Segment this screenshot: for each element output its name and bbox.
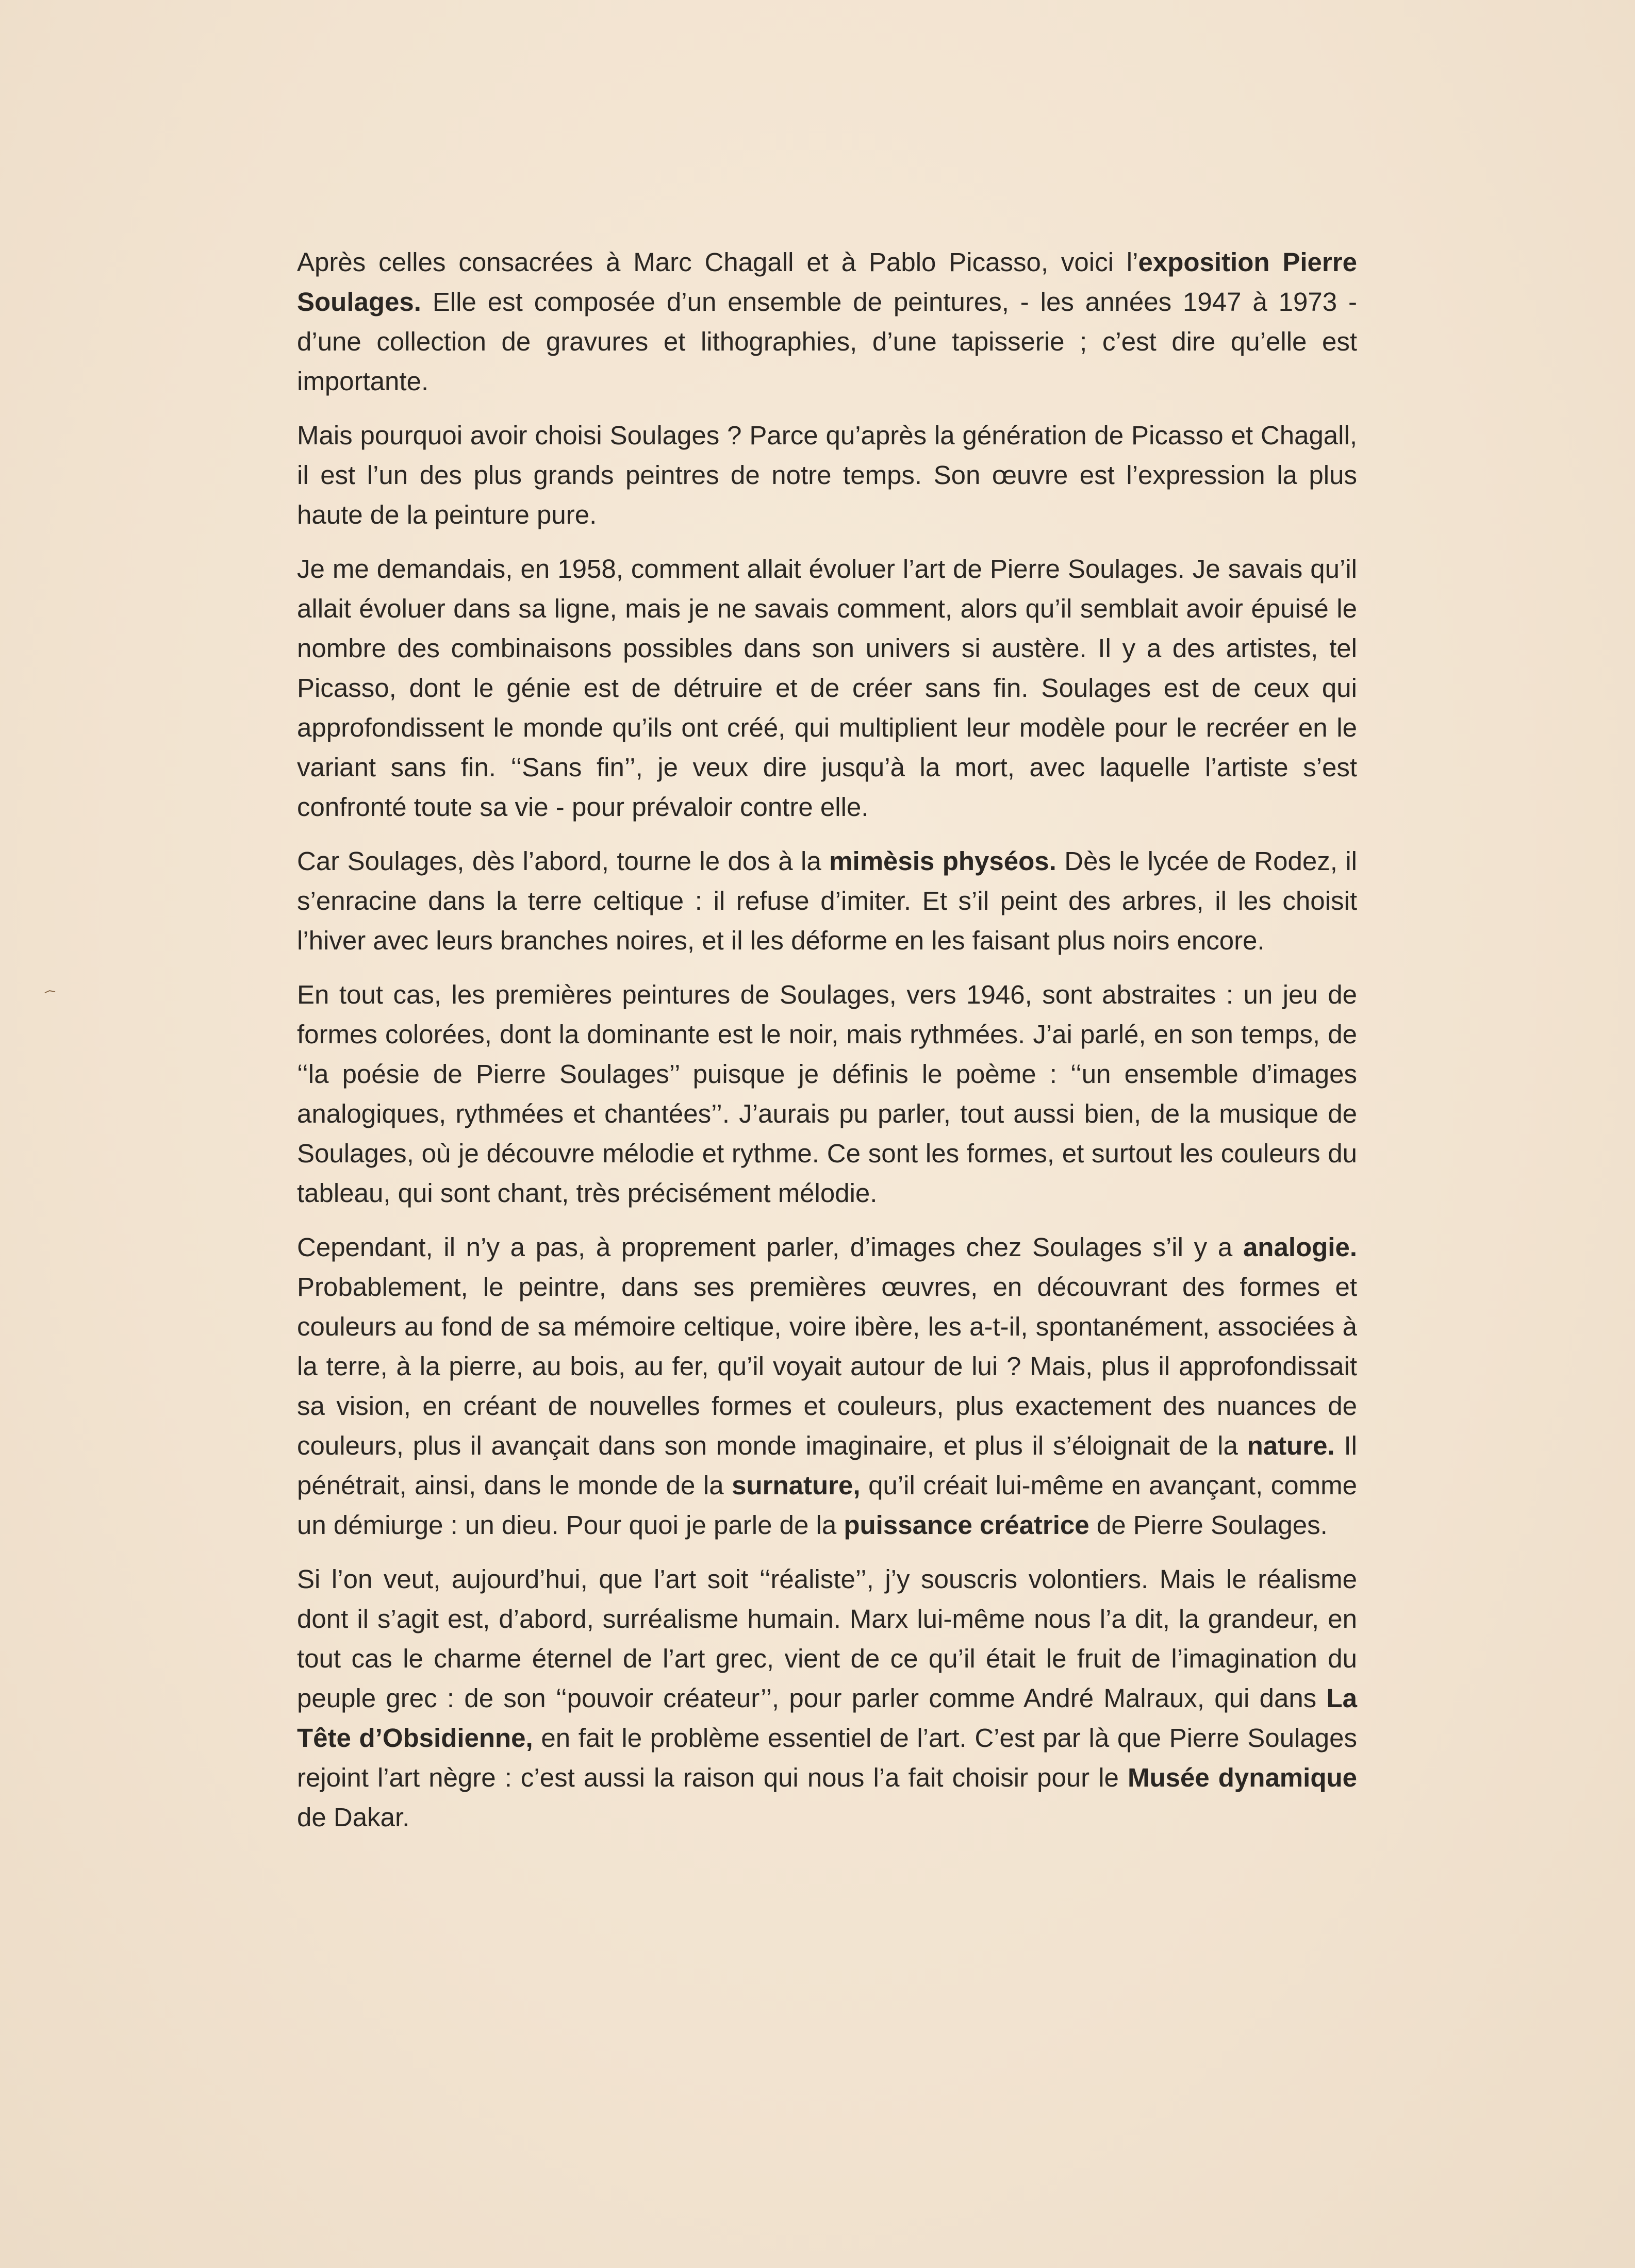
bold-text-run: mimèsis physéos.	[829, 846, 1056, 876]
text-run: Mais pourquoi avoir choisi Soulages ? Parce qu’après la génération de Picasso et Chagall, il est l’un des plus grands peintres de notre temps. Son œuvre est l’expression la plus haute de la peinture pure.	[297, 421, 1357, 529]
text-run: Dès le lycée de Rodez, il s’enracine dans la terre celtique : il refuse d’imiter. Et s’il peint des arbres, il les choisit l’hiver avec leurs branches noires, et il les déforme en les faisant plus noirs encore.	[297, 846, 1357, 955]
paragraph-4	[297, 841, 1357, 960]
bold-text-run: nature.	[1247, 1431, 1335, 1460]
paragraph-5	[297, 975, 1357, 1213]
paragraph-2	[297, 415, 1357, 535]
margin-mark-icon	[44, 988, 56, 993]
text-run: Probablement, le peintre, dans ses premières œuvres, en découvrant des formes et couleurs au fond de sa mémoire celtique, voire ibère, les a-t-il, spontanément, associées à la terre, à la pierre, au bois, au fer, qu’il voyait autour de lui ? Mais, plus il approfondissait sa vision, en créant de nouvelles formes et couleurs, plus exactement des nuances de couleurs, plus il avançait dans son monde imaginaire, et plus il s’éloignait de la	[297, 1272, 1357, 1460]
text-run: Elle est composée d’un ensemble de peintures, - les années 1947 à 1973 - d’une collection de gravures et lithographies, d’une tapisserie ; c’est dire qu’elle est importante.	[297, 287, 1357, 396]
text-run: en fait le problème essentiel de l’art. C’est par là que Pierre Soulages rejoint l’art nègre : c’est aussi la raison qui nous l’a fait choisir pour le	[297, 1723, 1357, 1792]
text-run: Je me demandais, en 1958, comment allait évoluer l’art de Pierre Soulages. Je savais qu’il allait évoluer dans sa ligne, mais je ne savais comment, alors qu’il semblait avoir épuisé le nombre des combinaisons possibles dans son univers si austère. Il y a des artistes, tel Picasso, dont le génie est de détruire et de créer sans fin. Soulages est de ceux qui approfondissent le monde qu’ils ont créé, qui multiplient leur modèle pour le recréer en le variant sans fin. ‘‘Sans fin’’, je veux dire jusqu’à la mort, avec laquelle l’artiste s’est confronté toute sa vie - pour prévaloir contre elle.	[297, 554, 1357, 822]
text-run: Si l’on veut, aujourd’hui, que l’art soit ‘‘réaliste’’, j’y souscris volontiers. Mais le réalisme dont il s’agit est, d’abord, surréalisme humain. Marx lui-même nous l’a dit, la grandeur, en tout cas le charme éternel de l’art grec, vient de ce qu’il était le fruit de l’imagination du peuple grec : de son ‘‘pouvoir créateur’’, pour parler comme André Malraux, qui dans	[297, 1564, 1357, 1713]
text-run: Il pénétrait, ainsi, dans le monde de la	[297, 1431, 1357, 1500]
bold-text-run: analogie.	[1243, 1232, 1357, 1262]
text-run: Cependant, il n’y a pas, à proprement parler, d’images chez Soulages s’il y a	[297, 1232, 1243, 1262]
text-run: qu’il créait lui-même en avançant, comme un démiurge : un dieu. Pour quoi je parle de la	[297, 1471, 1358, 1540]
bold-text-run: La Tête d’Obsidienne,	[297, 1683, 1357, 1753]
text-run: Car Soulages, dès l’abord, tourne le dos à la	[297, 846, 830, 876]
article-body	[297, 242, 1357, 1852]
text-run: de Dakar.	[297, 1803, 410, 1832]
paragraph-3	[297, 549, 1357, 827]
text-run: de Pierre Soulages.	[1089, 1510, 1328, 1540]
text-run: En tout cas, les premières peintures de Soulages, vers 1946, sont abstraites : un jeu de formes colorées, dont la dominante est le noir, mais rythmées. J’ai parlé, en son temps, de ‘‘la poésie de Pierre Soulages’’ puisque je définis le poème : ‘‘un ensemble d’images analogiques, rythmées et chantées’’. J’aurais pu parler, tout aussi bien, de la musique de Soulages, où je découvre mélodie et rythme. Ce sont les formes, et surtout les couleurs du tableau, qui sont chant, très précisément mélodie.	[297, 980, 1357, 1208]
paragraph-6	[297, 1227, 1357, 1545]
bold-text-run: Musée dynamique	[1127, 1763, 1357, 1792]
bold-text-run: surnature,	[732, 1471, 861, 1500]
text-run: Après celles consacrées à Marc Chagall et à Pablo Picasso, voici l’	[297, 247, 1138, 277]
bold-text-run: exposition Pierre Soulages.	[297, 247, 1357, 316]
paragraph-7	[297, 1559, 1357, 1837]
paragraph-1	[297, 242, 1357, 401]
bold-text-run: puissance créatrice	[844, 1510, 1089, 1540]
